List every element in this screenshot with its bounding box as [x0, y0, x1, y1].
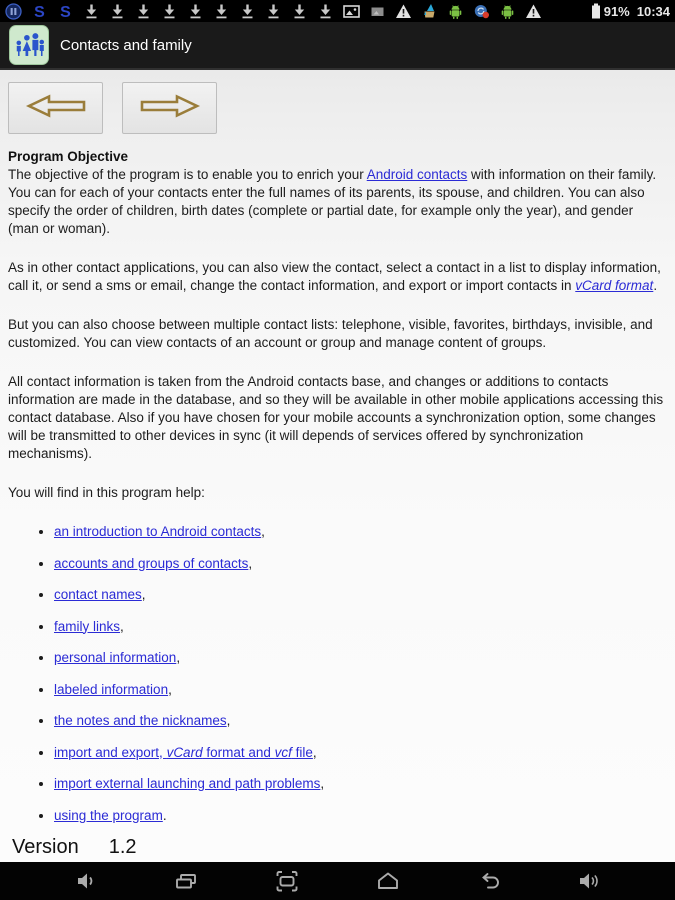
clean-brush-icon	[421, 3, 438, 20]
punctuation: .	[162, 807, 167, 823]
help-link-item	[54, 649, 667, 667]
download-icon	[213, 3, 230, 20]
sync-error-icon	[473, 3, 490, 20]
link-text-run: file	[291, 744, 313, 760]
inline-link[interactable]: vCard format	[575, 278, 654, 293]
app-title: Contacts and family	[60, 36, 192, 54]
help-link-item	[54, 712, 667, 730]
skype-icon	[57, 3, 74, 20]
skype-icon	[31, 3, 48, 20]
section-heading: Program Objective	[8, 149, 129, 164]
link-text-run: family links	[54, 618, 121, 634]
link-text-run: the notes and the nicknames	[54, 713, 227, 728]
punctuation: ,	[226, 713, 231, 728]
link-text-run: import and export,	[54, 744, 167, 760]
link-text-run: import external launching and path problems	[54, 776, 321, 791]
volume-up-icon[interactable]	[574, 866, 604, 896]
inline-link[interactable]: Android contacts	[366, 167, 468, 182]
help-link-list	[8, 523, 667, 825]
content-area	[0, 70, 675, 862]
link-text-run: an introduction to Android contacts	[54, 524, 262, 539]
punctuation: ,	[176, 650, 181, 665]
text-run: .	[653, 278, 658, 293]
status-bar	[0, 0, 675, 22]
image-icon	[369, 3, 386, 20]
link-text-run: labeled information	[54, 681, 169, 697]
family-contacts-icon	[9, 25, 49, 65]
download-icon	[317, 3, 334, 20]
link-text-run: using the program	[54, 807, 163, 823]
help-link-item	[54, 744, 667, 762]
home-icon[interactable]	[373, 866, 403, 896]
svg-text:S: S	[60, 3, 71, 20]
battery-icon	[591, 3, 601, 19]
help-link[interactable]	[54, 713, 227, 728]
screenshot-icon[interactable]	[272, 866, 302, 896]
help-link[interactable]	[54, 682, 168, 697]
volume-down-icon[interactable]	[71, 866, 101, 896]
android-robot-icon	[499, 3, 516, 20]
link-text-run: accounts and groups of contacts	[54, 555, 249, 571]
help-text	[0, 146, 675, 856]
warning-icon	[395, 3, 412, 20]
download-icon	[161, 3, 178, 20]
link-text-run: format and	[202, 744, 275, 760]
arrow-left-icon	[25, 92, 87, 125]
status-icons	[5, 3, 542, 20]
battery-percent: 91%	[603, 3, 630, 19]
help-link[interactable]	[54, 776, 320, 791]
punctuation: ,	[261, 524, 265, 539]
help-link-item	[54, 555, 667, 573]
link-text-run: vCard	[166, 744, 203, 760]
text-run: But you can also choose between multiple contact lists: telephone, visible, favorites, birthdays, invisible, and customized. You can view contacts of an account or group and manage content of groups.	[8, 317, 653, 350]
help-link-item	[54, 775, 667, 793]
arrow-right-icon	[139, 92, 201, 125]
media-pause-icon	[5, 3, 22, 20]
help-link[interactable]	[54, 619, 120, 634]
paragraph	[8, 316, 667, 352]
paragraph	[8, 259, 667, 295]
help-link[interactable]	[54, 587, 142, 602]
download-icon	[291, 3, 308, 20]
help-link[interactable]	[54, 556, 248, 571]
download-icon	[239, 3, 256, 20]
navigation-toolbar	[0, 70, 675, 146]
back-button[interactable]	[8, 82, 103, 134]
download-icon	[83, 3, 100, 20]
version-label: Version	[12, 836, 79, 858]
title-bar	[0, 22, 675, 70]
punctuation: ,	[312, 744, 317, 760]
forward-button[interactable]	[122, 82, 217, 134]
download-icon	[109, 3, 126, 20]
help-link-item	[54, 807, 667, 825]
punctuation: ,	[120, 618, 124, 634]
punctuation: ,	[141, 587, 146, 602]
help-link[interactable]	[54, 745, 313, 760]
gallery-icon	[343, 3, 360, 20]
back-icon[interactable]	[474, 866, 504, 896]
paragraphs	[8, 166, 667, 502]
text-run: As in other contact applications, you can also view the contact, select a contact in a list to display information, call it, or send a sms or email, change the contact information, and export or import contacts in	[8, 260, 661, 293]
paragraph	[8, 484, 667, 502]
paragraph	[8, 373, 667, 463]
recent-apps-icon[interactable]	[171, 866, 201, 896]
text-run: with information on their family. You can for each of your contacts enter the full names of its parents, its spouse, and children. You can also specify the order of children, birth dates (complete or partial date, for example only the year), and gender (man or woman).	[8, 167, 657, 236]
help-link-item	[54, 618, 667, 636]
help-link[interactable]	[54, 524, 261, 539]
link-text-run: personal information	[54, 650, 177, 665]
svg-text:S: S	[34, 3, 45, 20]
download-icon	[187, 3, 204, 20]
text-run: You will find in this program help:	[8, 485, 205, 500]
help-link-item	[54, 681, 667, 699]
version-row	[10, 838, 667, 856]
punctuation: ,	[168, 681, 172, 697]
help-link-item	[54, 586, 667, 604]
link-text-run: vcf	[274, 744, 292, 760]
download-icon	[135, 3, 152, 20]
android-nav-bar	[0, 862, 675, 900]
status-right	[591, 3, 670, 19]
status-clock: 10:34	[636, 3, 670, 19]
punctuation: ,	[248, 555, 253, 571]
text-run: All contact information is taken from the Android contacts base, and changes or additions to contacts information are made in the database, and so they will be available in other mobile applications accessing this contact database. Also if you have chosen for your mobile accounts a synchronization option, some changes will be transmitted to other devices in sync (it will depends of services offered by synchronization mechanisms).	[8, 374, 664, 461]
android-robot-icon	[447, 3, 464, 20]
link-text-run: contact names	[54, 587, 142, 602]
paragraph	[8, 166, 667, 238]
help-link[interactable]	[54, 808, 163, 823]
download-icon	[265, 3, 282, 20]
help-link[interactable]	[54, 650, 176, 665]
version-value: 1.2	[108, 836, 137, 858]
help-link-item	[54, 523, 667, 541]
punctuation: ,	[320, 776, 325, 791]
warning-icon	[525, 3, 542, 20]
text-run: The objective of the program is to enable you to enrich your	[8, 167, 367, 182]
